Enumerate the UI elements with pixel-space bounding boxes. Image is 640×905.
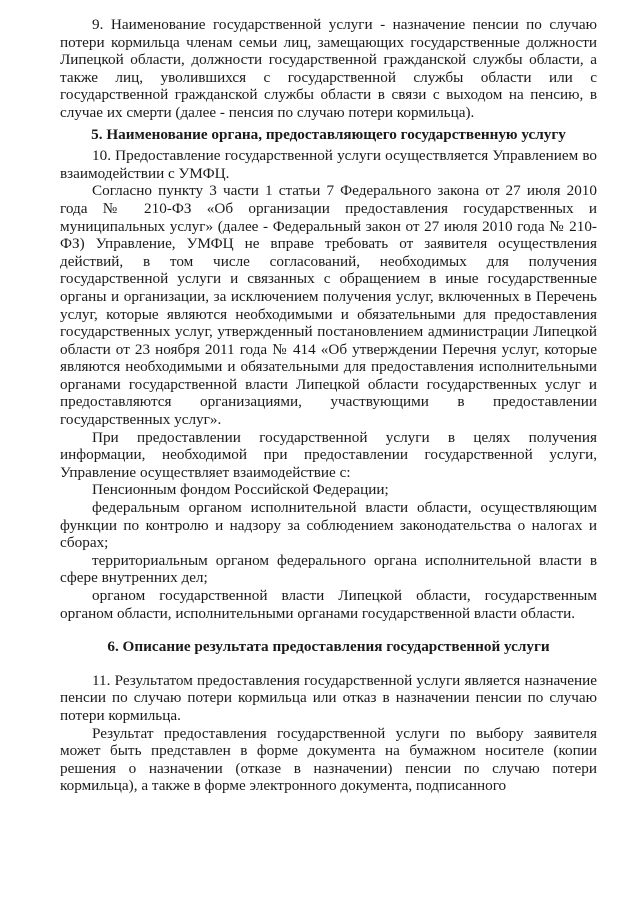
paragraph-item-11: 11. Результатом предоставления государственной услуги является назначение пенсии по случаю потери кормильца или отказ в назначении пенсии по случаю потери кормильца. bbox=[60, 671, 597, 724]
paragraph-regional-authority: органом государственной власти Липецкой области, государственным органом области, исполнительными органами государственной власти области. bbox=[60, 587, 597, 622]
paragraph-tax-authority: федеральным органом исполнительной власти области, осуществляющим функции по контролю и надзору за соблюдением законодательства о налогах и сборах; bbox=[60, 499, 597, 552]
paragraph-interior-authority: территориальным органом федерального органа исполнительной власти в сфере внутренних дел; bbox=[60, 551, 597, 587]
paragraph-interaction: При предоставлении государственной услуги в целях получения информации, необходимой при предоставлении государственной услуги, Управление осуществляет взаимодействие с: bbox=[60, 428, 597, 481]
section-6-heading: 6. Описание результата предоставления государственной услуги bbox=[107, 638, 550, 656]
section-5-heading: 5. Наименование органа, предоставляющего государственную услугу bbox=[91, 125, 566, 143]
document-page bbox=[60, 16, 597, 795]
paragraph-pension-fund: Пенсионным фондом Российской Федерации; bbox=[92, 481, 389, 499]
paragraph-result-form: Результат предоставления государственной услуги по выбору заявителя может быть представлен в форме документа на бумажном носителе (копии решения о назначении (отказе в назначении) пенсии по случаю потери кормильца), а также в форме электронного документа, подписанного bbox=[60, 724, 597, 795]
paragraph-law-210: Согласно пункту 3 части 1 статьи 7 Федерального закона от 27 июля 2010 года № 210-ФЗ «Об организации предоставления государственных и муниципальных услуг» (далее - Федеральный закон от 27 июля 2010 года № 210-ФЗ) Управление, УМФЦ не вправе требовать от заявителя осуществления действий, в том числе согласований, необходимых для получения государственной услуги и связанных с обращением в иные государственные органы и организации, за исключением получения услуг, включенных в Перечень услуг, которые являются необходимыми и обязательными для предоставления государственных услуг, утвержденный постановлением администрации Липецкой области от 23 ноября 2011 года № 414 «Об утверждении Перечня услуг, которые являются необходимыми и обязательными для предоставления исполнительными органами государственной власти Липецкой области государственных услуг и предоставляются организациями, участвующими в предоставлении государственных услуг». bbox=[60, 182, 597, 429]
paragraph-item-10: 10. Предоставление государственной услуги осуществляется Управлением во взаимодействии с УМФЦ. bbox=[60, 147, 597, 182]
paragraph-item-9: 9. Наименование государственной услуги - назначение пенсии по случаю потери кормильца членам семьи лиц, замещающих государственные должности Липецкой области, должности государственной гражданской службы области, а также лиц, уволившихся с государственной службы области или с государственной гражданской службы области в связи с выходом на пенсию, в случае их смерти (далее - пенсия по случаю потери кормильца). bbox=[60, 16, 597, 121]
